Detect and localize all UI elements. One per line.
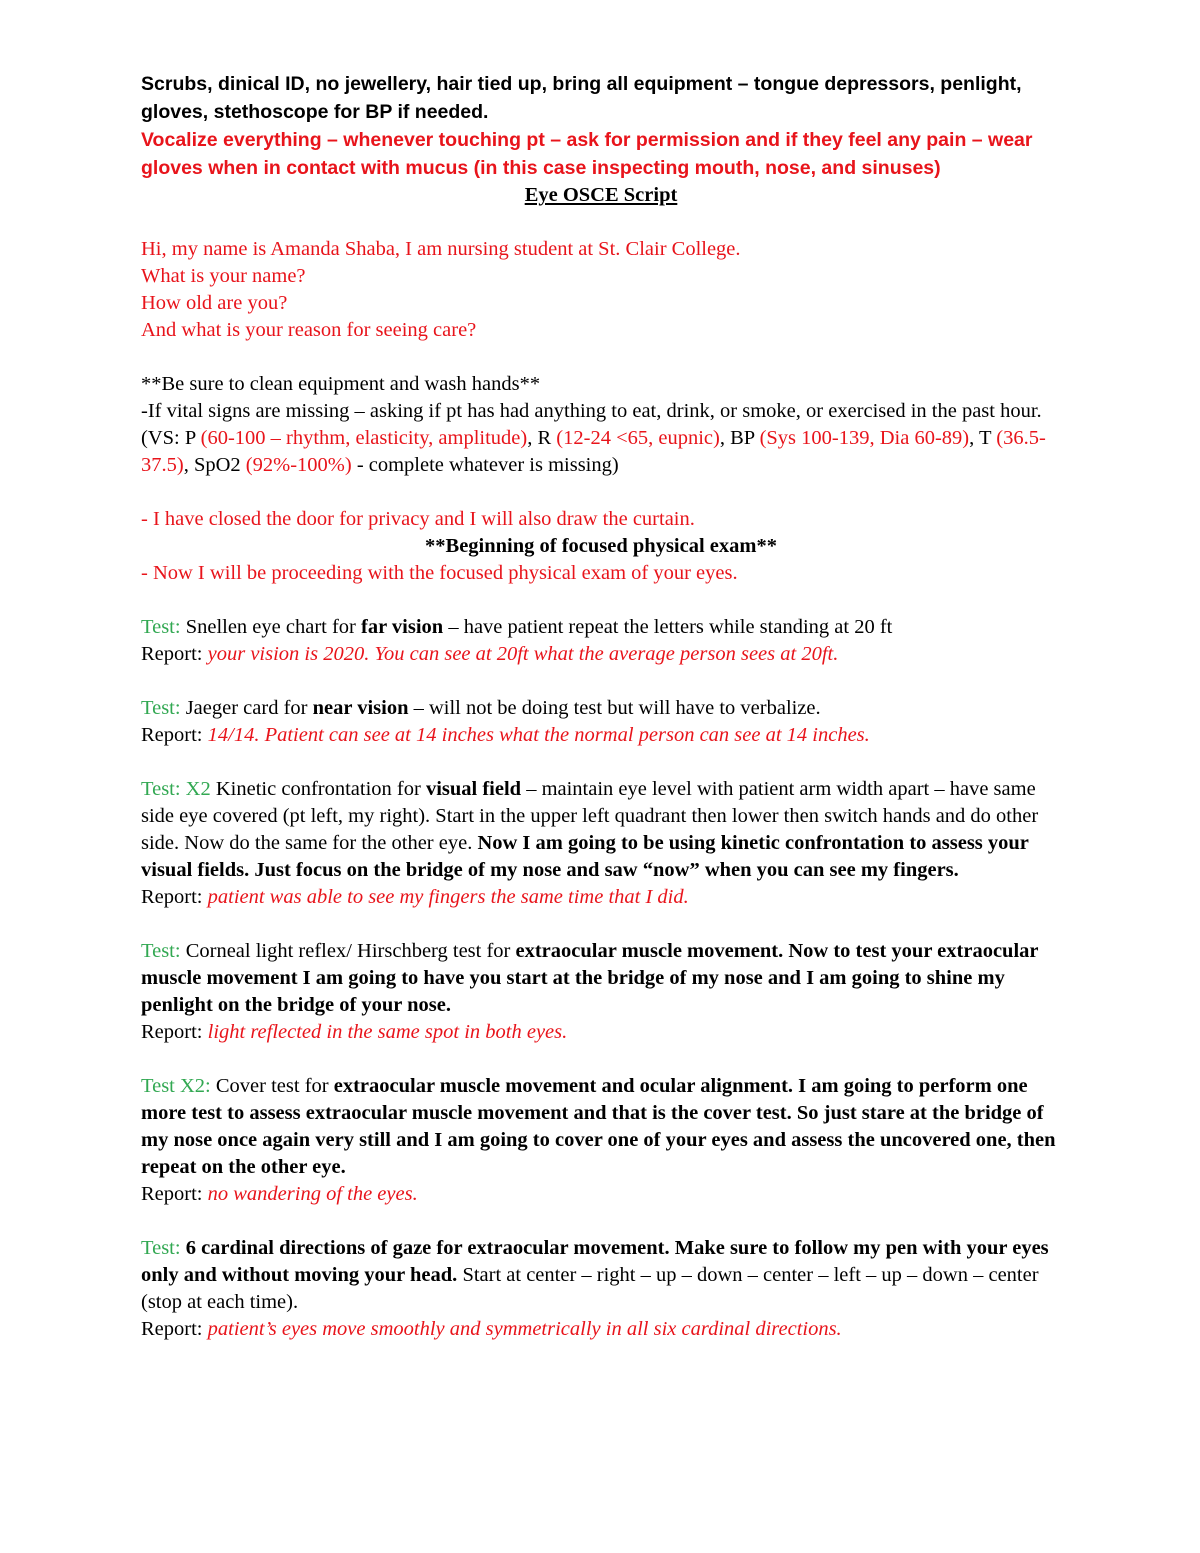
test-cover — [141, 1073, 1061, 1181]
test-text: Jaeger card for — [185, 697, 313, 719]
report-snellen — [141, 641, 1061, 668]
test-text: Start at center – right – up – down – center – left – up – down – center (stop at each time). — [141, 1264, 1039, 1313]
report-text: your vision is 2020. You can see at 20ft what the average person sees at 20ft. — [207, 643, 839, 665]
intro-line: What is your name? — [141, 265, 306, 287]
vitals-temp: (36.5-37.5) — [141, 427, 1046, 476]
test-text: Kinetic confrontation for — [215, 778, 426, 800]
report-cardinal — [141, 1316, 1061, 1343]
report-kinetic — [141, 884, 1061, 911]
test-text: Snellen eye chart for — [185, 616, 361, 638]
test-kinetic — [141, 776, 1061, 884]
test-focus: extraocular muscle movement. Now to test your extraocular muscle movement I am going to have you start at the bridge of my nose and I am going to shine my penlight on the bridge of your nose. — [141, 940, 1039, 1016]
report-text: 14/14. Patient can see at 14 inches what the normal person can see at 14 inches. — [207, 724, 870, 746]
prep-note: Scrubs, dinical ID, no jewellery, hair tied up, bring all equipment – tongue depressors, penlight, gloves, stethoscope for BP if needed. — [141, 73, 1022, 123]
test-corneal — [141, 938, 1061, 1019]
report-label: Report: — [141, 1183, 208, 1205]
report-text: no wandering of the eyes. — [207, 1183, 418, 1205]
test-label: Test: — [141, 1237, 186, 1259]
test-text: – maintain eye level with patient arm width apart – have same side eye covered (pt left, my right). Start in the upper left quadrant then lower then switch hands and do other side. Now do the same for the other eye. — [141, 778, 1039, 854]
test-text: Corneal light reflex/ Hirschberg test for — [185, 940, 516, 962]
test-text: Cover test for — [215, 1075, 334, 1097]
test-jaeger — [141, 695, 1061, 722]
test-snellen — [141, 614, 1061, 641]
report-label: Report: — [141, 1318, 208, 1340]
vitals-pulse: (60-100 – rhythm, elasticity, amplitude) — [200, 427, 528, 449]
test-cardinal — [141, 1235, 1061, 1316]
test-text: – have patient repeat the letters while standing at 20 ft — [443, 616, 893, 638]
test-script: Now I am going to be using kinetic confrontation to assess your visual fields. Just focus on the bridge of my nose and saw “now” when you can see my fingers. — [141, 832, 1029, 881]
vitals-text: -If vital signs are missing – asking if pt has had anything to eat, drink, or smoke, or exercised in the past hour. (VS: P — [141, 400, 1042, 449]
vitals-text: , R — [527, 427, 557, 449]
intro-block — [141, 236, 1061, 344]
report-label: Report: — [141, 1021, 208, 1043]
test-label: Test: — [141, 697, 186, 719]
exam-heading: **Beginning of focused physical exam** — [425, 535, 777, 557]
report-cover — [141, 1181, 1061, 1208]
report-text: patient was able to see my fingers the same time that I did. — [207, 886, 689, 908]
test-label: Test: — [141, 940, 186, 962]
test-label: Test X2: — [141, 1075, 216, 1097]
report-label: Report: — [141, 886, 208, 908]
vitals-bp: (Sys 100-139, Dia 60-89) — [759, 427, 970, 449]
intro-line: And what is your reason for seeing care? — [141, 319, 477, 341]
test-focus: visual field — [425, 778, 522, 800]
vitals-text: , T — [969, 427, 997, 449]
vitals-text: , BP — [719, 427, 760, 449]
test-focus: extraocular muscle movement and ocular alignment. I am going to perform one more test to assess extraocular muscle movement and that is the cover test. So just stare at the bridge of my nose once again very still and I am going to cover one of your eyes and assess the uncovered one, then repeat on the other eye. — [141, 1075, 1056, 1178]
test-focus: 6 cardinal directions of gaze for extraocular movement. Make sure to follow my pen with your eyes only and without moving your head. — [141, 1237, 1049, 1286]
report-label: Report: — [141, 643, 208, 665]
report-text: patient’s eyes move smoothly and symmetrically in all six cardinal directions. — [207, 1318, 842, 1340]
report-corneal — [141, 1019, 1061, 1046]
document-page — [141, 70, 1061, 1343]
intro-line: Hi, my name is Amanda Shaba, I am nursing student at St. Clair College. — [141, 238, 741, 260]
vocalize-note: Vocalize everything – whenever touching pt – ask for permission and if they feel any pain – wear gloves when in contact with mucus (in this case inspecting mouth, nose, and sinuses) — [141, 129, 1033, 179]
report-label: Report: — [141, 724, 208, 746]
page-title: Eye OSCE Script — [524, 184, 678, 206]
test-text: – will not be doing test but will have to verbalize. — [408, 697, 821, 719]
report-jaeger — [141, 722, 1061, 749]
vital-signs-note — [141, 398, 1061, 479]
clean-note: **Be sure to clean equipment and wash hands** — [141, 373, 541, 395]
report-text: light reflected in the same spot in both eyes. — [207, 1021, 568, 1043]
test-focus: near vision — [312, 697, 409, 719]
test-focus: far vision — [361, 616, 444, 638]
vitals-text: , SpO2 — [183, 454, 246, 476]
vitals-text: - complete whatever is missing) — [351, 454, 619, 476]
test-label: Test: — [141, 616, 186, 638]
vitals-resp: (12-24 <65, eupnic) — [556, 427, 720, 449]
vitals-spo2: (92%-100%) — [245, 454, 352, 476]
test-label: Test: X2 — [141, 778, 216, 800]
privacy-note: - I have closed the door for privacy and I will also draw the curtain. — [141, 508, 695, 530]
intro-line: How old are you? — [141, 292, 288, 314]
proceed-note: - Now I will be proceeding with the focused physical exam of your eyes. — [141, 562, 738, 584]
